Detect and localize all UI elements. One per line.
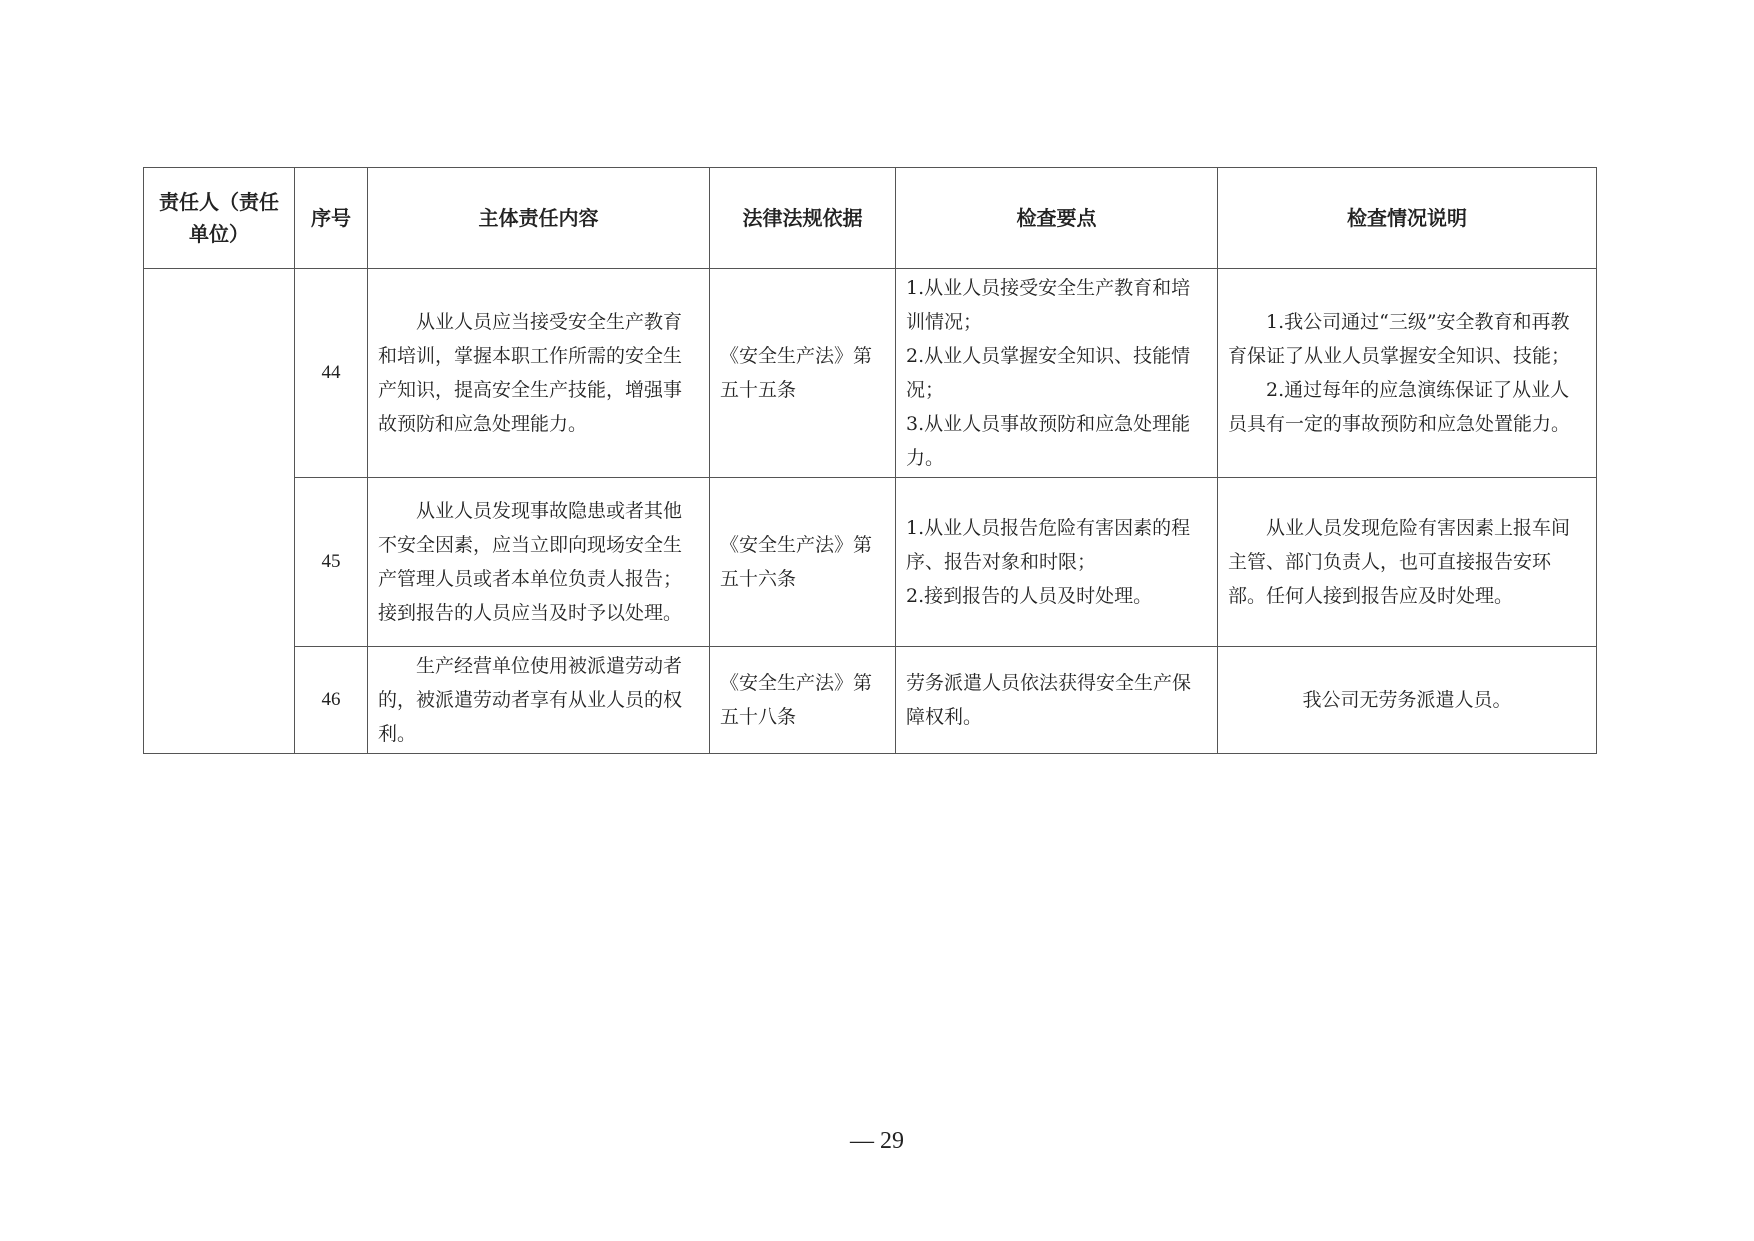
- header-law: 法律法规依据: [710, 168, 896, 269]
- header-check-notes: 检查情况说明: [1218, 168, 1597, 269]
- header-content: 主体责任内容: [368, 168, 710, 269]
- seq-cell: 46: [295, 647, 368, 754]
- law-cell: 《安全生产法》第五十五条: [710, 269, 896, 478]
- check-notes-cell: [1218, 478, 1597, 647]
- check-point-item: 1.从业人员接受安全生产教育和培训情况；: [906, 277, 1191, 333]
- header-check-points: 检查要点: [896, 168, 1218, 269]
- check-point-item: 2.从业人员掌握安全知识、技能情况；: [906, 345, 1191, 401]
- law-cell: 《安全生产法》第五十六条: [710, 478, 896, 647]
- check-note-item: 从业人员发现危险有害因素上报车间主管、部门负责人，也可直接报告安环部。任何人接到报告应及时处理。: [1228, 517, 1571, 607]
- check-notes-cell: [1218, 269, 1597, 478]
- seq-cell: 45: [295, 478, 368, 647]
- check-point-item: 1.从业人员报告危险有害因素的程序、报告对象和时限；: [906, 517, 1191, 573]
- content-cell: 从业人员应当接受安全生产教育和培训，掌握本职工作所需的安全生产知识，提高安全生产技能，增强事故预防和应急处理能力。: [368, 269, 710, 478]
- content-cell: 从业人员发现事故隐患或者其他不安全因素，应当立即向现场安全生产管理人员或者本单位负责人报告；接到报告的人员应当及时予以处理。: [368, 478, 710, 647]
- table-row: [144, 647, 1597, 754]
- check-note-item: 我公司无劳务派遣人员。: [1302, 689, 1512, 711]
- check-point-item: 3.从业人员事故预防和应急处理能力。: [906, 413, 1191, 469]
- check-points-cell: [896, 478, 1218, 647]
- check-points-cell: [896, 647, 1218, 754]
- seq-cell: 44: [295, 269, 368, 478]
- table-row: [144, 269, 1597, 478]
- check-notes-cell: [1218, 647, 1597, 754]
- content-cell: 生产经营单位使用被派遣劳动者的，被派遣劳动者享有从业人员的权利。: [368, 647, 710, 754]
- header-seq: 序号: [295, 168, 368, 269]
- check-points-cell: [896, 269, 1218, 478]
- law-cell: 《安全生产法》第五十八条: [710, 647, 896, 754]
- table-header-row: [144, 168, 1597, 269]
- header-responsible: 责任人（责任单位）: [144, 168, 295, 269]
- check-note-item: 2.通过每年的应急演练保证了从业人员具有一定的事故预防和应急处置能力。: [1228, 379, 1571, 435]
- page-number: — 29: [850, 1128, 904, 1154]
- check-point-item: 2.接到报告的人员及时处理。: [906, 585, 1153, 607]
- responsibility-table: [143, 167, 1597, 754]
- check-note-item: 1.我公司通过“三级”安全教育和再教育保证了从业人员掌握安全知识、技能；: [1228, 311, 1571, 367]
- check-point-item: 劳务派遣人员依法获得安全生产保障权利。: [906, 672, 1192, 728]
- responsible-cell: [144, 269, 295, 754]
- table-row: [144, 478, 1597, 647]
